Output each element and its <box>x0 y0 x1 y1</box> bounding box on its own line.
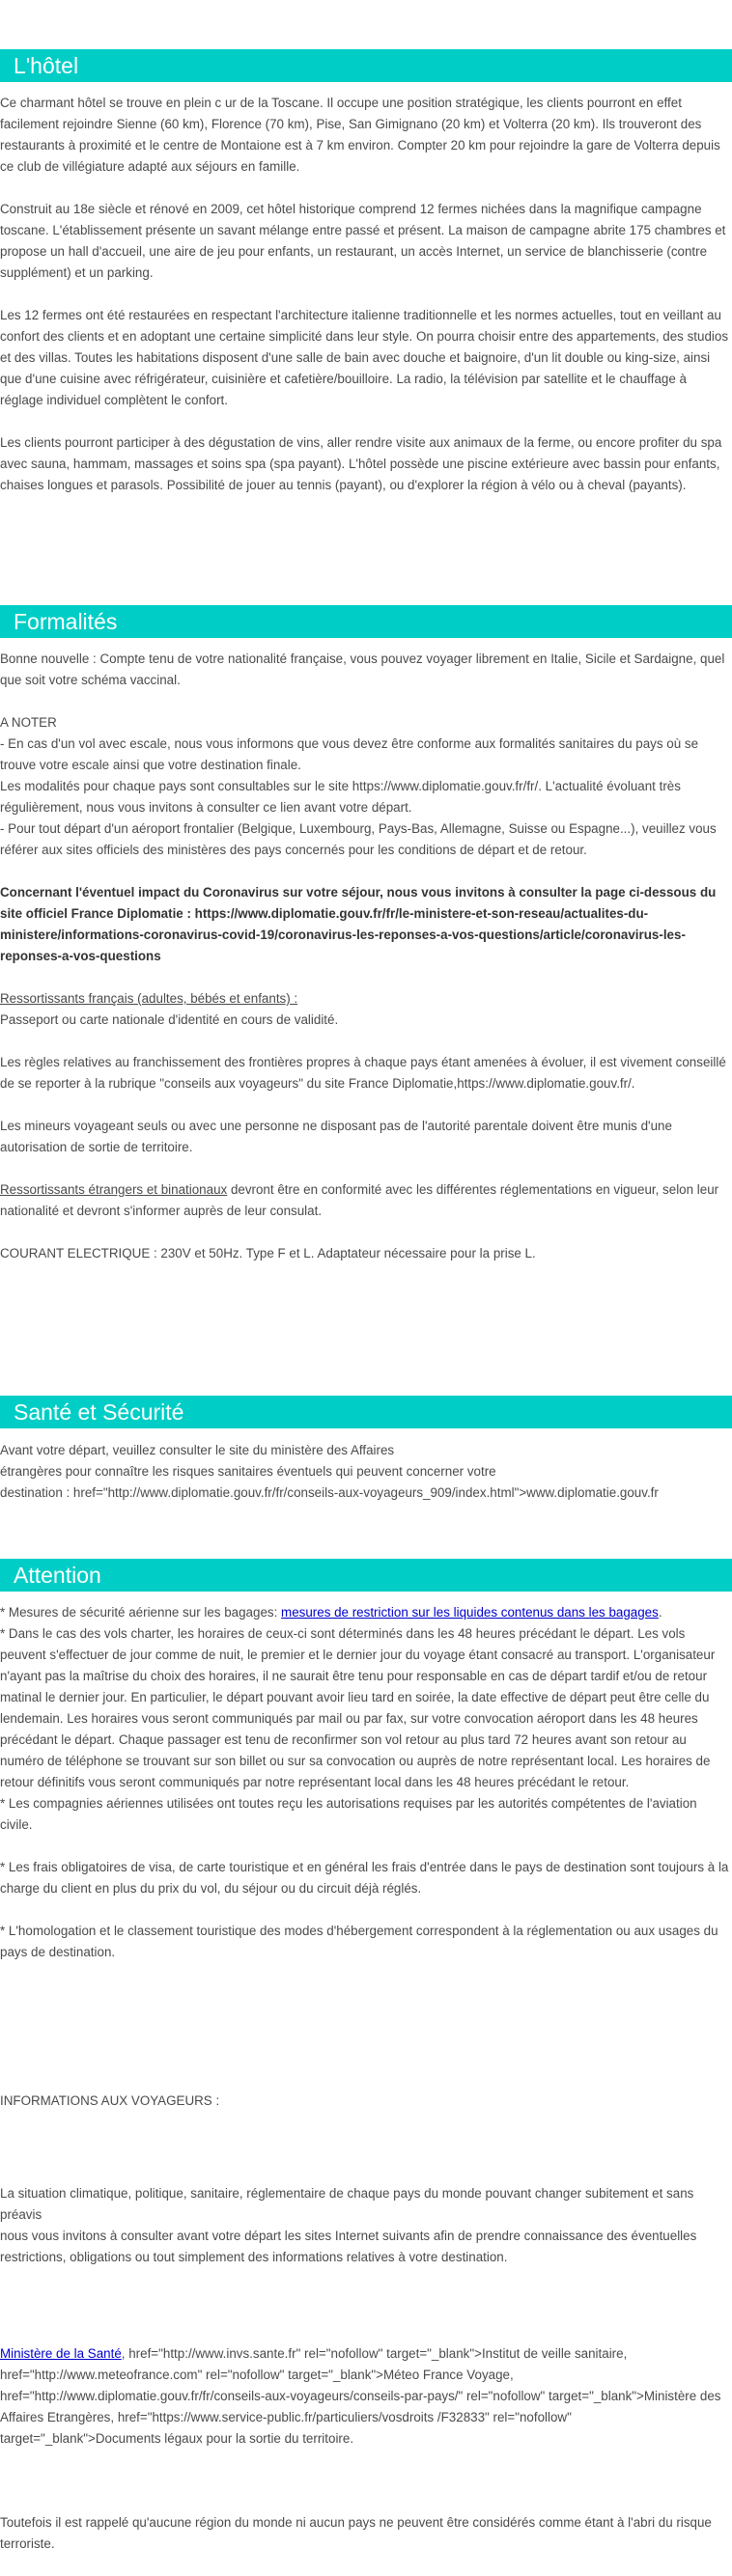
travellers-info-heading: INFORMATIONS AUX VOYAGEURS : <box>0 2093 220 2108</box>
hotel-paragraph: Les 12 fermes ont été restaurées en respectant l'architecture italienne traditionnelle et les normes actuelles, tout en veillant au confort des clients et en adoptant une certaine simplicité dans leur style. On pourra choisir entre des appartements, des studios et des villas. Toutes les habitations disposent d'une salle de bain avec douche et baignoire, d'un lit double ou king-size, ainsi que d'une cuisine avec réfrigérateur, cuisinière et cafetière/bouilloire. La radio, la télévision par satellite et le chauffage à réglage individuel complètent le confort. <box>0 308 729 407</box>
terrorism-notice: Toutefois il est rappelé qu'aucune région du monde ni aucun pays ne peuvent être considérés comme étant à l'abri du risque terroriste. <box>0 2515 712 2551</box>
liquids-restriction-link[interactable]: mesures de restriction sur les liquides contenus dans les bagages <box>281 1605 659 1620</box>
section-title-attention: Attention <box>0 1559 732 1592</box>
ministere-sante-link[interactable]: Ministère de la Santé <box>0 2346 122 2361</box>
sante-line: Avant votre départ, veuillez consulter le site du ministère des Affaires <box>0 1443 395 1457</box>
minors-text: Les mineurs voyageant seuls ou avec une personne ne disposant pas de l'autorité parentale doivent être munis d'une autorisation de sortie de territoire. <box>0 1119 672 1154</box>
formalites-content <box>0 649 732 1264</box>
sante-line: étrangères pour connaître les risques sanitaires éventuels qui peuvent concerner votre <box>0 1464 496 1479</box>
note-item: - Pour tout départ d'un aéroport frontalier (Belgique, Luxembourg, Pays-Bas, Allemagne, Suisse ou Espagne...), veuillez vous référer aux sites officiels des ministères des pays concernés pour les conditions de départ et de retour. <box>0 821 717 857</box>
foreign-nationals-heading: Ressortissants étrangers et binationaux <box>0 1182 228 1197</box>
note-item: - En cas d'un vol avec escale, nous vous informons que vous devez être conforme aux formalités sanitaires du pays où se trouve votre escale ainsi que votre destination finale. <box>0 736 699 772</box>
section-title-sante: Santé et Sécurité <box>0 1396 732 1428</box>
hotel-paragraph: Ce charmant hôtel se trouve en plein c ur de la Toscane. Il occupe une position stratégique, les clients pourront en effet facilement rejoindre Sienne (60 km), Florence (70 km), Pise, San Gimignano (20 km) et Volterra (20 km). Ils trouveront des restaurants à proximité et le centre de Montaione est à 7 km environ. Compter 20 km pour rejoindre la gare de Volterra depuis ce club de villégiature adapté aux séjours en famille. <box>0 96 720 174</box>
coronavirus-notice: Concernant l'éventuel impact du Coronavirus sur votre séjour, nous vous invitons à consulter la page ci-dessous du site officiel France Diplomatie : https://www.diplomatie.gouv.fr/fr/le-ministere-et-son-reseau/actualites-du-ministere/informations-coronavirus-covid-19/coronavirus-les-reponses-a-vos-questions/article/coronavirus-les-reponses-a-vos-questions <box>0 885 717 963</box>
attention-content <box>0 1602 732 1963</box>
a-noter-heading: A NOTER <box>0 715 57 730</box>
situation-text: nous vous invitons à consulter avant votre départ les sites Internet suivants afin de prendre connaissance des éventuelles restrictions, obligations ou tout simplement des informations relatives à votre destination. <box>0 2229 697 2264</box>
mandatory-fees-text: * Les frais obligatoires de visa, de carte touristique et en général les frais d'entrée dans le pays de destination sont toujours à la charge du client en plus du prix du vol, du séjour ou du circuit déjà réglés. <box>0 1860 729 1896</box>
sante-content <box>0 1440 732 1504</box>
airlines-text: * Les compagnies aériennes utilisées ont toutes reçu les autorisations requises par les autorités compétentes de l'aviation civile. <box>0 1796 697 1832</box>
hotel-paragraph: Construit au 18e siècle et rénové en 2009, cet hôtel historique comprend 12 fermes nichées dans la magnifique campagne toscane. L'établissement présente un savant mélange entre passé et présent. La maison de campagne abrite 175 chambres et propose un hall d'accueil, une aire de jeu pour enfants, un restaurant, un accès Internet, un service de blanchisserie (contre supplément) et un parking. <box>0 202 726 280</box>
french-nationals-text: Passeport ou carte nationale d'identité en cours de validité. <box>0 1012 339 1027</box>
border-rules-text: Les règles relatives au franchissement des frontières propres à chaque pays étant amenées à évoluer, il est vivement conseillé de se reporter à la rubrique "conseils aux voyageurs" du site France Diplomatie,https://www.diplomatie.gouv.fr/. <box>0 1055 726 1091</box>
homologation-text: * L'homologation et le classement touristique des modes d'hébergement correspondent à la réglementation ou aux usages du pays de destination. <box>0 1924 718 1959</box>
situation-content <box>0 2183 732 2268</box>
electric-current-text: COURANT ELECTRIQUE : 230V et 50Hz. Type F et L. Adaptateur nécessaire pour la prise L. <box>0 1246 536 1260</box>
hotel-paragraph: Les clients pourront participer à des dégustation de vins, aller rendre visite aux animaux de la ferme, ou encore profiter du spa avec sauna, hammam, massages et soins spa (spa payant). L'hôtel possède une piscine extérieure avec bassin pour enfants, chaises longues et parasols. Possibilité de jouer au tennis (payant), ou d'explorer la région à vélo ou à cheval (payants). <box>0 435 722 492</box>
sante-line: destination : href="http://www.diplomatie.gouv.fr/fr/conseils-aux-voyageurs_909/index.html">www.diplomatie.gouv.fr <box>0 1485 659 1500</box>
baggage-security-text: * Mesures de sécurité aérienne sur les bagages: mesures de restriction sur les liquides contenus dans les bagages. <box>0 1605 662 1620</box>
section-title-formalites: Formalités <box>0 605 732 638</box>
section-title-hotel: L'hôtel <box>0 49 732 82</box>
situation-text: La situation climatique, politique, sanitaire, réglementaire de chaque pays du monde pouvant changer subitement et sans préavis <box>0 2186 694 2222</box>
hotel-description <box>0 93 732 496</box>
french-nationals-heading: Ressortissants français (adultes, bébés et enfants) : <box>0 991 298 1006</box>
formalites-intro: Bonne nouvelle : Compte tenu de votre nationalité française, vous pouvez voyager librement en Italie, Sicile et Sardaigne, quel que soit votre schéma vaccinal. <box>0 651 725 687</box>
charter-flights-text: * Dans le cas des vols charter, les horaires de ceux-ci sont déterminés dans les 48 heures précédant le départ. Les vols peuvent s'effectuer de jour comme de nuit, le premier et le dernier jour du voyage étant consacré au transport. L'organisateur n'ayant pas la maîtrise du choix des horaires, il ne saurait être tenu pour responsable en cas de départ tardif et/ou de retour matinal le dernier jour. En particulier, le départ pouvant avoir lieu tard en soirée, la date effective de départ peut être celle du lendemain. Les horaires vous seront communiqués par mail ou par fax, sur votre convocation aéroport dans les 48 heures précédant le départ. Chaque passager est tenu de reconfirmer son vol retour au plus tard 72 heures avant son retour au numéro de téléphone se trouvant sur son billet ou sur sa convocation ou auprès de notre représentant local. Les horaires de retour définitifs vous seront communiqués par notre représentant local dans les 48 heures précédant le retour. <box>0 1626 716 1789</box>
note-item: Les modalités pour chaque pays sont consultables sur le site https://www.diplomatie.gouv.fr/fr/. L'actualité évoluant très régulièrement, nous vous invitons à consulter ce lien avant votre départ. <box>0 779 681 815</box>
useful-links-text: Ministère de la Santé, href="http://www.invs.sante.fr" rel="nofollow" target="_blank">Institut de veille sanitaire, href="http://www.meteofrance.com" rel="nofollow" target="_blank">Méteo France Voyage, href="http://www.diplomatie.gouv.fr/fr/conseils-aux-voyageurs/conseils-par-pays/" rel="nofollow" target="_blank">Ministère des Affaires Etrangères, href="https://www.service-public.fr/particuliers/vosdroits /F32833" rel="nofollow" target="_blank">Documents légaux pour la sortie du territoire. <box>0 2346 721 2446</box>
foreign-nationals-text: Ressortissants étrangers et binationaux devront être en conformité avec les différentes réglementations en vigueur, selon leur nationalité et devront s'informer auprès de leur consulat. <box>0 1182 719 1218</box>
